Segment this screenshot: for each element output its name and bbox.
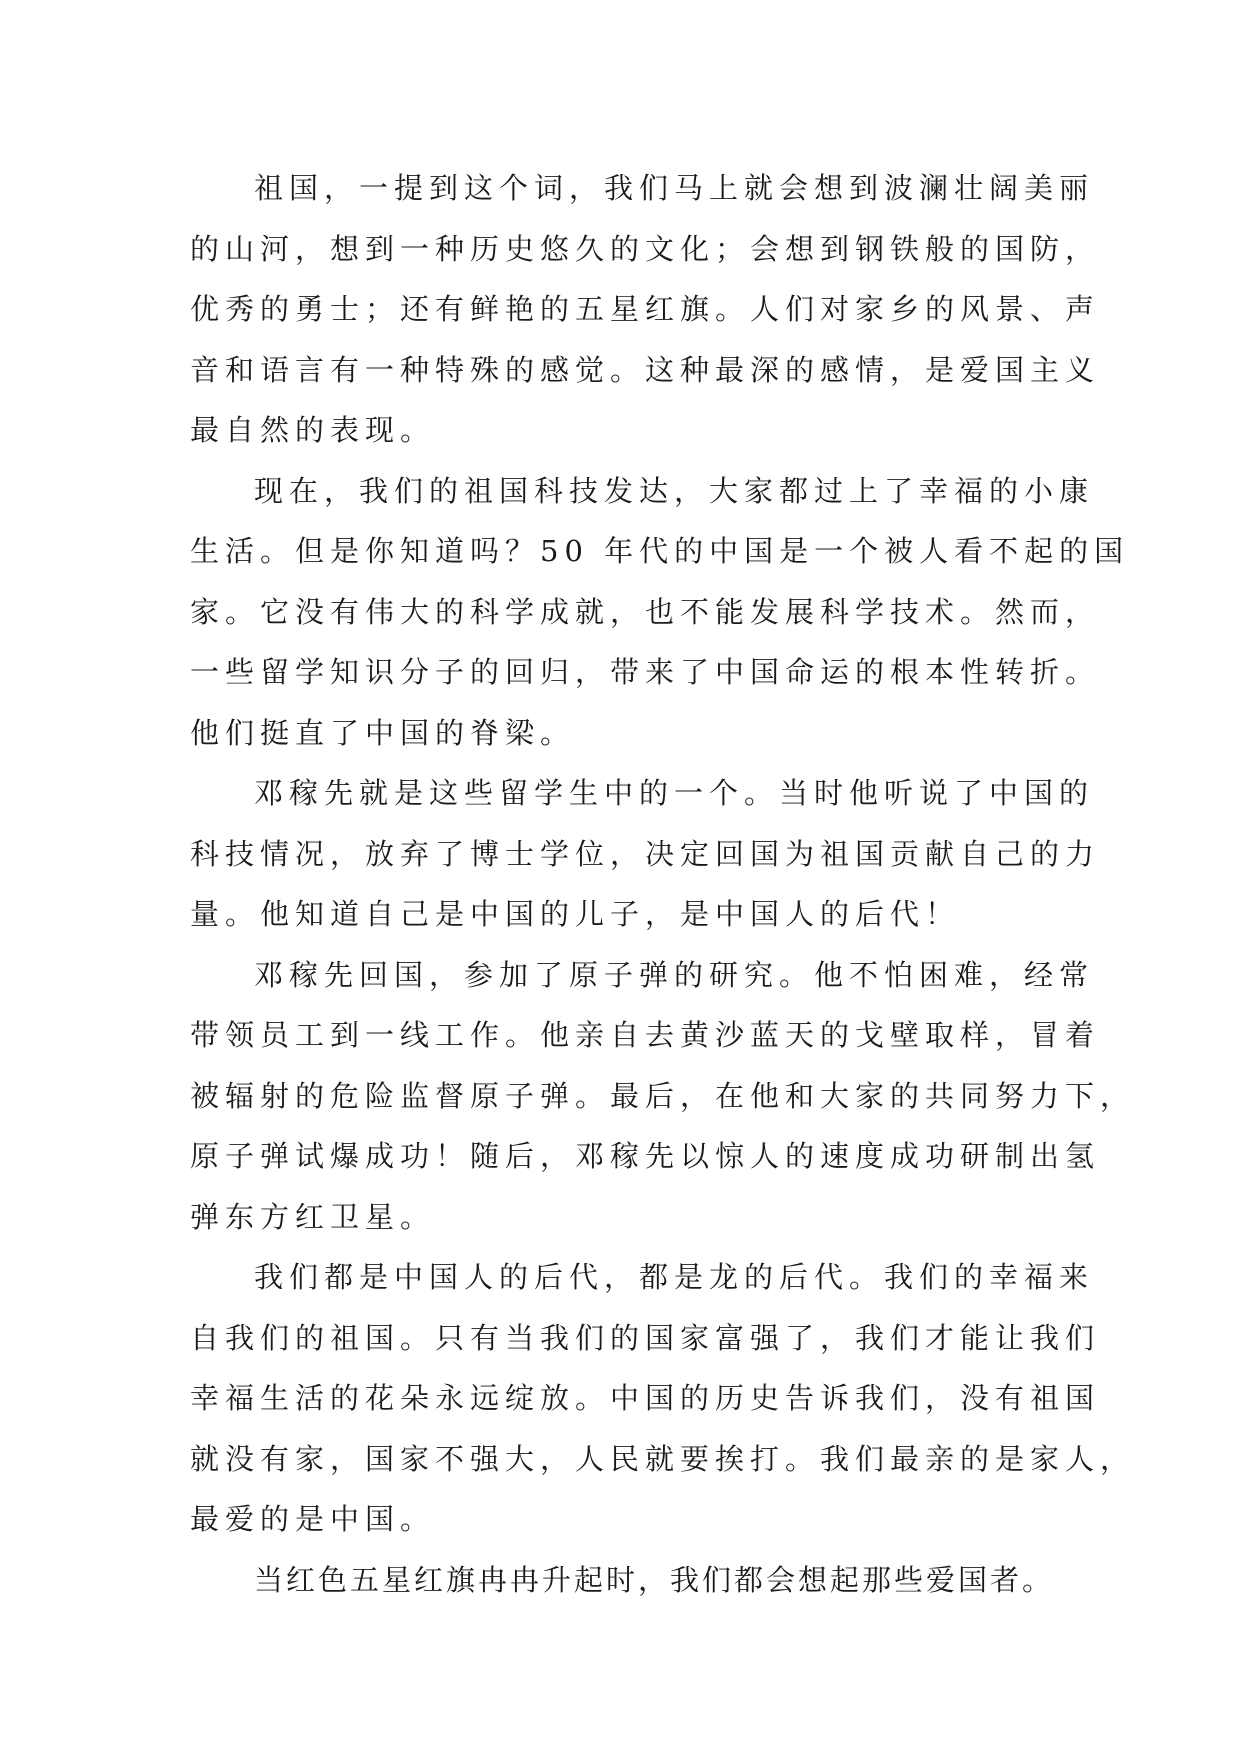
paragraph-4	[190, 945, 1136, 1248]
essay-body	[190, 158, 1136, 1610]
paragraph-line: 最爱的是中国。	[190, 1502, 436, 1536]
paragraph-5	[190, 1247, 1136, 1550]
paragraph-line: 我们都是中国人的后代，都是龙的后代。我们的幸福来	[254, 1260, 1095, 1294]
paragraph-line: 优秀的勇士；还有鲜艳的五星红旗。人们对家乡的风景、声	[190, 292, 1101, 326]
paragraph-line: 生活。但是你知道吗？50 年代的中国是一个被人看不起的国	[190, 534, 1130, 568]
paragraph-1	[190, 158, 1101, 461]
paragraph-3	[190, 763, 1101, 945]
paragraph-line: 幸福生活的花朵永远绽放。中国的历史告诉我们，没有祖国	[190, 1381, 1101, 1415]
paragraph-line: 音和语言有一种特殊的感觉。这种最深的感情，是爱国主义	[190, 352, 1101, 387]
paragraph-line: 带领员工到一线工作。他亲自去黄沙蓝天的戈壁取样，冒着	[190, 1018, 1101, 1052]
paragraph-line: 弹东方红卫星。	[190, 1199, 436, 1234]
paragraph-line: 家。它没有伟大的科学成就，也不能发展科学技术。然而，	[190, 594, 1101, 629]
paragraph-line: 的山河，想到一种历史悠久的文化；会想到钢铁般的国防，	[190, 231, 1101, 266]
paragraph-line: 最自然的表现。	[190, 413, 436, 447]
paragraph-6	[190, 1550, 1070, 1611]
paragraph-line: 祖国，一提到这个词，我们马上就会想到波澜壮阔美丽	[254, 171, 1095, 205]
paragraph-line: 量。他知道自己是中国的儿子，是中国人的后代！	[190, 897, 961, 931]
paragraph-line: 当红色五星红旗冉冉升起时，我们都会想起那些爱国者。	[254, 1562, 1055, 1597]
paragraph-line: 科技情况，放弃了博士学位，决定回国为祖国贡献自己的力	[190, 836, 1101, 871]
paragraph-line: 邓稼先就是这些留学生中的一个。当时他听说了中国的	[254, 776, 1095, 810]
paragraph-line: 他们挺直了中国的脊梁。	[190, 715, 576, 750]
paragraph-line: 被辐射的危险监督原子弹。最后，在他和大家的共同努力下，	[190, 1078, 1136, 1113]
paragraph-line: 原子弹试爆成功！随后，邓稼先以惊人的速度成功研制出氢	[190, 1139, 1101, 1173]
paragraph-2	[190, 461, 1130, 764]
paragraph-line: 邓稼先回国，参加了原子弹的研究。他不怕困难，经常	[254, 957, 1095, 992]
paragraph-line: 自我们的祖国。只有当我们的国家富强了，我们才能让我们	[190, 1320, 1101, 1355]
paragraph-line: 现在，我们的祖国科技发达，大家都过上了幸福的小康	[254, 473, 1095, 508]
paragraph-line: 一些留学知识分子的回归，带来了中国命运的根本性转折。	[190, 655, 1101, 689]
paragraph-line: 就没有家，国家不强大，人民就要挨打。我们最亲的是家人，	[190, 1441, 1136, 1476]
